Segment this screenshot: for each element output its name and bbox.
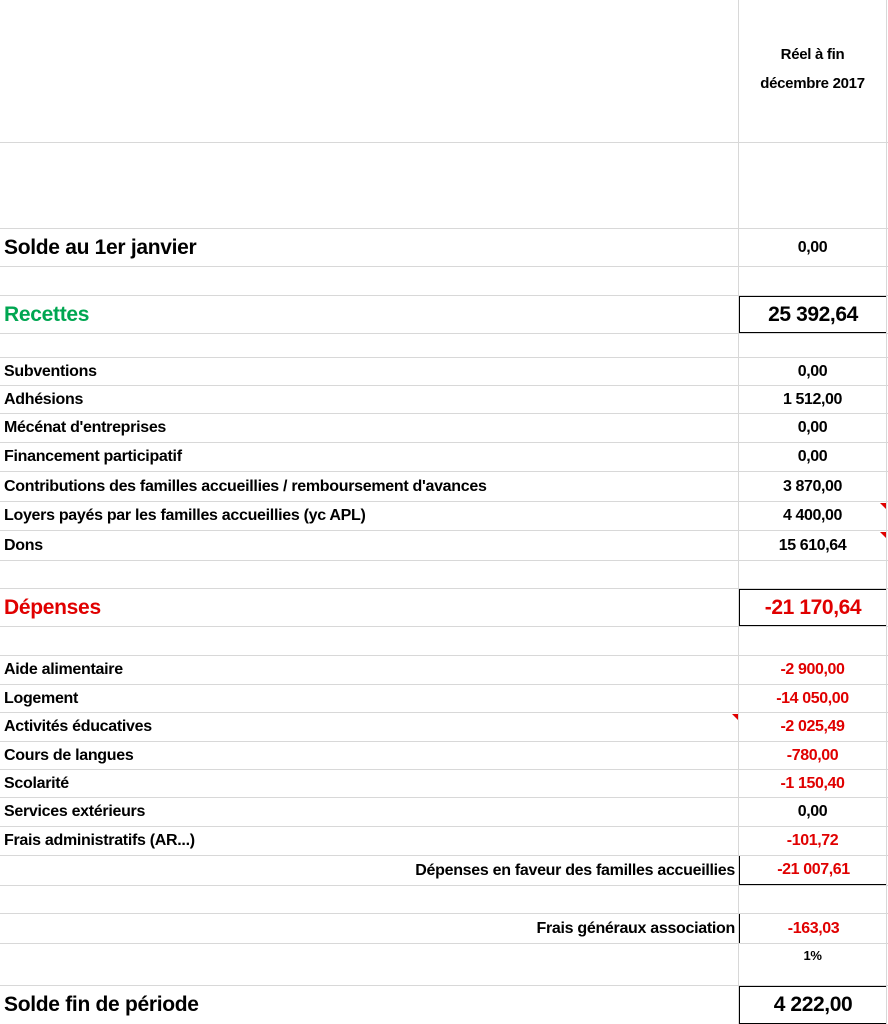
depense-label: Aide alimentaire	[4, 661, 123, 678]
recette-label: Loyers payés par les familles accueillies (yc APL)	[4, 507, 366, 524]
solde-debut-row	[0, 229, 888, 267]
frais-generaux-label: Frais généraux association	[536, 919, 735, 937]
comment-indicator-icon[interactable]	[880, 503, 886, 509]
frais-generaux-percent: 1%	[803, 948, 822, 963]
depense-label: Frais administratifs (AR...)	[4, 832, 195, 849]
column-header-line2: décembre 2017	[760, 75, 865, 92]
subtotal-familles-label: Dépenses en faveur des familles accueillies	[415, 861, 735, 879]
blank-row	[0, 267, 888, 296]
table-row	[0, 358, 888, 386]
table-row	[0, 742, 888, 770]
recette-value: 0,00	[797, 448, 828, 465]
frais-generaux-row	[0, 914, 888, 944]
percent-row	[0, 944, 888, 986]
table-row	[0, 386, 888, 414]
depense-label: Logement	[4, 689, 79, 707]
frais-generaux-value: -163,03	[739, 914, 887, 943]
recette-value: 4 400,00	[782, 507, 843, 524]
blank-row	[0, 561, 888, 589]
column-header-line1: Réel à fin	[780, 46, 845, 63]
solde-fin-value: 4 222,00	[739, 986, 886, 1024]
table-row	[0, 713, 888, 742]
recettes-label: Recettes	[4, 302, 90, 326]
right-border	[886, 0, 887, 1024]
depense-value: -1 150,40	[780, 774, 845, 792]
comment-indicator-icon[interactable]	[732, 714, 738, 720]
depense-value: -2 900,00	[780, 661, 845, 678]
depense-label: Cours de langues	[4, 746, 134, 764]
recette-value: 1 512,00	[782, 390, 843, 408]
table-row	[0, 502, 888, 531]
table-row	[0, 685, 888, 713]
table-row	[0, 656, 888, 685]
recettes-total: 25 392,64	[739, 296, 886, 333]
recette-label: Dons	[4, 536, 43, 554]
recettes-row	[0, 296, 888, 334]
solde-fin-label: Solde fin de période	[4, 993, 199, 1016]
solde-debut-value: 0,00	[797, 238, 828, 256]
depenses-total: -21 170,64	[739, 589, 886, 626]
depenses-label: Dépenses	[4, 595, 101, 619]
table-row	[0, 414, 888, 443]
solde-fin-row	[0, 986, 888, 1024]
comment-indicator-icon[interactable]	[880, 532, 886, 538]
depense-value: 0,00	[797, 803, 828, 820]
recette-value: 15 610,64	[778, 536, 847, 554]
recette-label: Mécénat d'entreprises	[4, 419, 167, 436]
table-row	[0, 531, 888, 561]
subtotal-familles-value: -21 007,61	[739, 856, 887, 885]
subtotal-familles-row	[0, 856, 888, 886]
recette-label: Contributions des familles accueillies / remboursement d'avances	[4, 477, 487, 495]
recette-value: 0,00	[797, 419, 828, 436]
recette-value: 3 870,00	[782, 477, 843, 495]
solde-debut-label: Solde au 1er janvier	[4, 235, 197, 259]
table-row	[0, 798, 888, 827]
column-header	[739, 40, 886, 98]
depense-value: -780,00	[786, 746, 839, 764]
depense-value: -2 025,49	[780, 718, 845, 735]
blank-row	[0, 334, 888, 358]
depense-value: -101,72	[786, 832, 839, 849]
blank-row	[0, 143, 888, 229]
depense-label: Scolarité	[4, 774, 69, 792]
depense-label: Services extérieurs	[4, 803, 146, 820]
recette-label: Financement participatif	[4, 448, 182, 465]
column-divider	[738, 0, 739, 1024]
recette-label: Subventions	[4, 362, 97, 380]
table-row	[0, 827, 888, 856]
recette-label: Adhésions	[4, 390, 84, 408]
table-row	[0, 770, 888, 798]
blank-row	[0, 886, 888, 914]
blank-row	[0, 627, 888, 656]
table-row	[0, 443, 888, 472]
depense-value: -14 050,00	[776, 689, 849, 707]
depenses-row	[0, 589, 888, 627]
table-row	[0, 472, 888, 502]
recette-value: 0,00	[797, 362, 828, 380]
depense-label: Activités éducatives	[4, 718, 152, 735]
